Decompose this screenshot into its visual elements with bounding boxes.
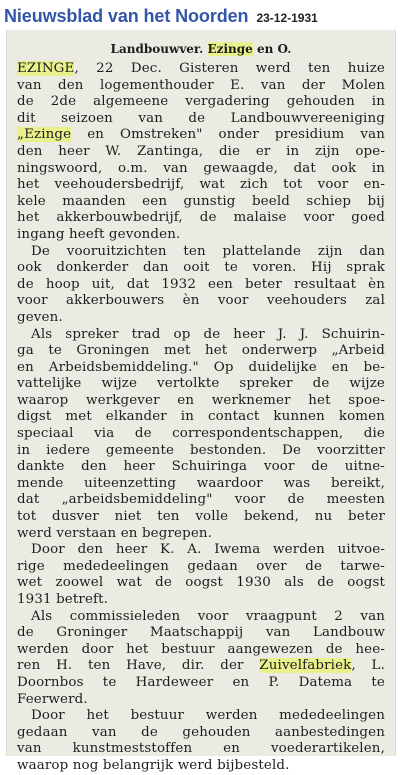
- article-line: [17, 758, 385, 775]
- article-line: [17, 526, 385, 543]
- article-line: [17, 592, 385, 609]
- article-heading: [7, 42, 395, 58]
- line-text: het akkerbouwbedrijf, de malaise voor goed: [17, 210, 385, 226]
- line-text: de Groninger Maatschappij van Landbouw: [17, 625, 385, 641]
- line-text: Als spreker trad op de heer J. J. Schuirin-: [31, 326, 385, 342]
- article-line: [17, 327, 385, 344]
- line-text: Feerwerd.: [17, 691, 88, 707]
- line-text: de hoop uit, dat 1932 een beter resultaat èn: [17, 276, 385, 292]
- article-line: [17, 260, 385, 277]
- line-text: waarop werkgever en werknemer het spoe-: [17, 392, 385, 408]
- article-line: [17, 244, 385, 261]
- article-line: [17, 725, 385, 742]
- article-line: [17, 708, 385, 725]
- line-text: dankte den heer Schuiringa voor de uitne-: [17, 459, 385, 475]
- line-text: Doornbos te Hardeweer en P. Datema te: [17, 674, 385, 690]
- article-line: [17, 277, 385, 294]
- line-text: voor akkerbouwers èn voor veehouders zal: [17, 293, 385, 309]
- article-line: [17, 542, 385, 559]
- article-line: [17, 692, 385, 709]
- article-line: [17, 625, 385, 642]
- article-line: [17, 376, 385, 393]
- line-text: van den logementhouder E. van der Molen: [17, 77, 385, 93]
- line-text: werd verstaan en begrepen.: [17, 525, 213, 541]
- article-line: [17, 559, 385, 576]
- line-text: Als commissieleden voor vraagpunt 2 van: [31, 608, 385, 624]
- line-text: rige mededeelingen gedaan over de tarwe-: [17, 558, 385, 574]
- highlighted-term: „Ezinge: [17, 127, 72, 143]
- article-line: [17, 343, 385, 360]
- line-text: gedaan van de gehouden aanbestedingen: [17, 724, 385, 740]
- line-text: mende uiteenzetting waardoor was bereikt,: [17, 475, 385, 491]
- line-text: ook donkerder dan ooit te voren. Hij sprak: [17, 260, 385, 276]
- article-line: [17, 111, 385, 128]
- line-text: kele maanden een gunstig beeld schiep bij: [17, 193, 385, 209]
- line-text: ingang heeft gevonden.: [17, 226, 181, 242]
- newspaper-name: Nieuwsblad van het Noorden: [4, 5, 249, 26]
- line-text: het veehoudersbedrijf, wat zich tot voor en-: [17, 177, 385, 193]
- line-text: ren H. ten Have, dir. der: [17, 658, 260, 674]
- line-text: speciaal via de correspondentschappen, die: [17, 426, 385, 442]
- line-text: van kunstmeststoffen en voederartikelen,: [17, 741, 385, 757]
- article-line: [17, 310, 385, 327]
- article-line: [17, 293, 385, 310]
- article-line: [17, 127, 385, 144]
- line-text: waarop nog belangrijk werd bijbesteld.: [17, 757, 290, 773]
- line-text: Door het bestuur werden mededeelingen: [31, 708, 385, 724]
- line-text: Door den heer K. A. Iwema werden uitvoe-: [31, 542, 385, 558]
- article-line: [17, 360, 385, 377]
- heading-part: Landbouwver.: [110, 42, 208, 56]
- line-text: vattelijke wijze vertolkte spreker de wijze: [17, 376, 385, 392]
- line-text: en Omstreken" onder presidium van: [71, 127, 385, 143]
- masthead: [4, 2, 396, 30]
- line-text: ga te Groningen met het onderwerp „Arbeid: [17, 343, 385, 359]
- article-line: [17, 741, 385, 758]
- line-text: dat „arbeidsbemiddeling" voor de meesten: [17, 492, 385, 508]
- line-text: de 2de algemeene vergadering gehouden in: [17, 94, 385, 110]
- article-line: [17, 161, 385, 178]
- article-line: [17, 443, 385, 460]
- article-line: [17, 227, 385, 244]
- article-body: [7, 58, 395, 775]
- article-line: [17, 492, 385, 509]
- article-line: [17, 177, 385, 194]
- line-text: , L.: [351, 658, 385, 674]
- line-text: en Arbeidsbemiddeling." Op duidelijke en be-: [17, 359, 385, 375]
- newspaper-clipping: [6, 30, 396, 773]
- line-text: werden door het bestuur aangewezen de hee-: [17, 641, 385, 657]
- line-text: , 22 Dec. Gisteren werd ten huize: [74, 61, 385, 76]
- line-text: tot dusver niet ten volle bekend, nu beter: [17, 509, 385, 525]
- article-line: [17, 144, 385, 161]
- article-line: [17, 409, 385, 426]
- article-line: [17, 658, 385, 675]
- line-text: dit seizoen van de Landbouwvereeniging: [17, 110, 385, 126]
- article-line: [17, 609, 385, 626]
- article-line: [17, 426, 385, 443]
- line-text: geven.: [17, 309, 63, 325]
- line-text: digst met elkander in contact kunnen komen: [17, 409, 385, 425]
- line-text: den heer W. Zantinga, die er in zijn ope-: [17, 143, 385, 159]
- highlighted-term: EZINGE: [17, 61, 75, 76]
- article-line: [17, 78, 385, 95]
- article-line: [17, 61, 385, 78]
- article-line: [17, 675, 385, 692]
- article-line: [17, 459, 385, 476]
- line-text: De vooruitzichten ten plattelande zijn dan: [31, 243, 385, 259]
- heading-part: en O.: [252, 42, 292, 56]
- article-line: [17, 642, 385, 659]
- line-text: in iedere gemeente bestonden. De voorzitter: [17, 442, 385, 458]
- publication-date: 23-12-1931: [256, 10, 318, 25]
- highlighted-term: Zuivelfabriek: [259, 658, 352, 674]
- article-line: [17, 210, 385, 227]
- article-line: [17, 476, 385, 493]
- line-text: wet zoowel wat de oogst 1930 als de oogst: [17, 575, 385, 591]
- article-line: [17, 194, 385, 211]
- line-text: ningswoord, o.m. van gewaagde, dat ook in: [17, 160, 385, 176]
- article-line: [17, 94, 385, 111]
- article-line: [17, 393, 385, 410]
- article-line: [17, 575, 385, 592]
- heading-highlight: Ezinge: [207, 42, 253, 56]
- line-text: 1931 betreft.: [17, 592, 109, 607]
- article-line: [17, 509, 385, 526]
